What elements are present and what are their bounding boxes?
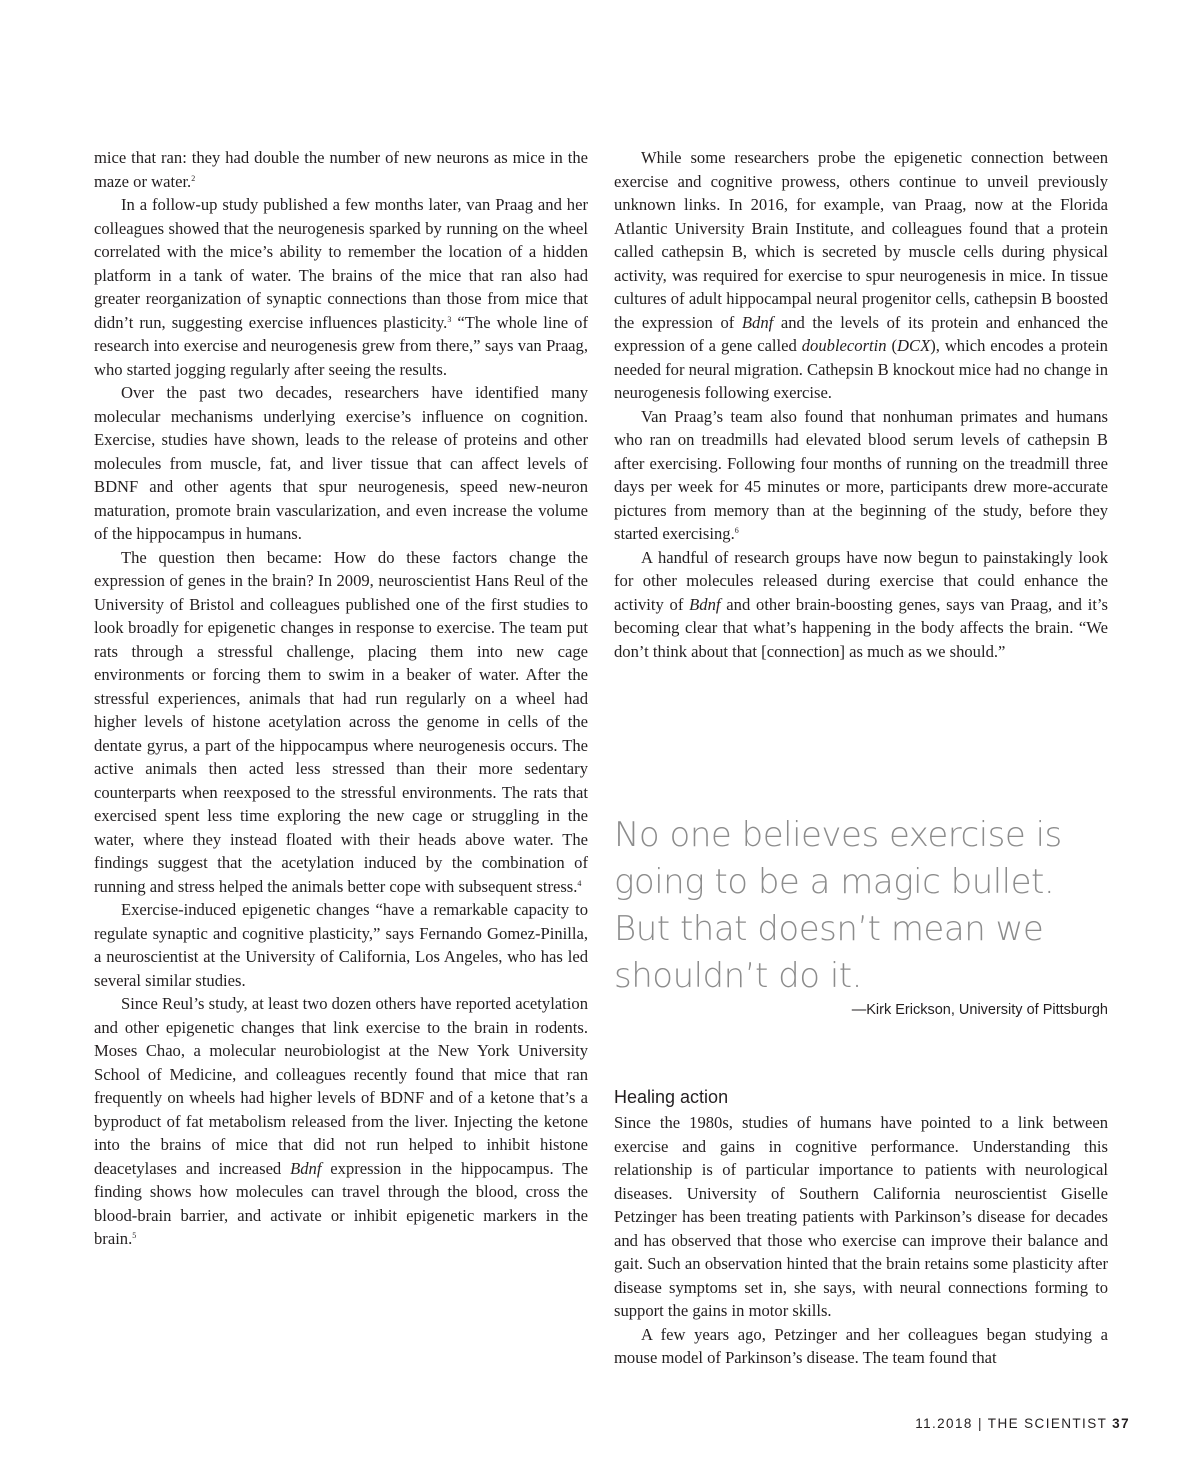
paragraph: Exercise-induced epigenetic changes “have a remarkable capacity to regulate synaptic and cognitive plasticity,” says Fernando Gomez-Pinilla, a neuroscientist at the University of California, Los Angeles, who has led several similar studies.	[94, 900, 588, 990]
right-column	[614, 146, 1108, 663]
gene-name: DCX	[897, 336, 931, 355]
issue-date: 11.2018	[915, 1416, 973, 1431]
paragraph: mice that ran: they had double the number of new neurons as mice in the maze or water.$^2$	[94, 148, 588, 191]
reference-marker: 6	[734, 526, 739, 535]
page-footer	[915, 1416, 1130, 1431]
page-number: 37	[1112, 1416, 1130, 1431]
gene-name: Bdnf	[290, 1158, 322, 1178]
gene-name: Bdnf	[741, 312, 774, 332]
footer-separator: |	[977, 1416, 983, 1431]
pull-quote-text: No one believes exercise is going to be a magic bullet. But that doesn’t mean we shouldn’t do it.	[614, 815, 1062, 996]
gene-name: Bdnf	[689, 594, 721, 614]
paragraph: A handful of research groups have now begun to painstakingly look for other molecules released during exercise that could enhance the activity of Bdnf and other brain-boosting genes, says van Praag, and it’s becoming clear that what’s happening in the body affects the brain. “We don’t think about that [connection] as much as we should.”	[614, 547, 1108, 661]
gene-name: doublecortin	[801, 336, 887, 355]
paragraph: Since the 1980s, studies of humans have pointed to a link between exercise and gains in cognitive performance. Understanding this relationship is of particular importance to patients with neurological diseases. University of Southern California neuroscientist Giselle Petzinger has been treating patients with Parkinson’s disease for decades and has observed that those who exercise can improve their balance and gait. Such an observation hinted that the brain retains some plasticity after disease symptoms set in, she says, with neural connections forming to support the gains in motor skills.	[614, 1113, 1108, 1320]
reference-marker: 2	[191, 173, 196, 183]
reference-marker: 5	[132, 1231, 137, 1240]
healing-action-section	[614, 1086, 1108, 1370]
section-heading: Healing action	[614, 1087, 729, 1107]
reference-marker: 3	[447, 314, 452, 324]
paragraph: A few years ago, Petzinger and her colleagues began studying a mouse model of Parkinson’s disease. The team found that	[614, 1324, 1108, 1367]
paragraph: While some researchers probe the epigenetic connection between exercise and cognitive prowess, others continue to unveil previously unknown links. In 2016, for example, van Praag, now at the Florida Atlantic University Brain Institute, and colleagues found that a protein called cathepsin B, which is secreted by muscle cells during physical activity, was required for exercise to spur neurogenesis in mice. In tissue cultures of adult hippocampal neural progenitor cells, cathepsin B boosted the expression of Bdnf and the levels of its protein and enhanced the expression of a gene called doublecortin (DCX), which encodes a protein needed for neural migration. Cathepsin B knockout mice had no change in neurogenesis following exercise.	[614, 148, 1109, 402]
paragraph: Since Reul’s study, at least two dozen others have reported acetylation and other epigenetic changes that link exercise to the brain in rodents. Moses Chao, a molecular neurobiologist at the New York University School of Medicine, and colleagues recently found that mice that ran frequently on wheels had higher levels of BDNF and of a ketone that’s a byproduct of fat metabolism released from the liver. Injecting the ketone into the brains of mice that did not run helped to inhibit histone deacetylases and increased Bdnf expression in the hippocampus. The finding shows how molecules can travel through the blood, cross the blood-brain barrier, and activate or inhibit epigenetic markers in the brain.$^5$	[94, 994, 588, 1248]
paragraph: The question then became: How do these factors change the expression of genes in the brain? In 2009, neuroscientist Hans Reul of the University of Bristol and colleagues published one of the first studies to look broadly for epigenetic changes in response to exercise. The team put rats through a stressful challenge, placing them into new cage environments or forcing them to swim in a beaker of water. After the stressful experiences, animals that had run regularly on a wheel had higher levels of histone acetylation across the genome in cells of the dentate gyrus, a part of the hippocampus where neurogenesis occurs. The active animals then acted less stressed than their more sedentary counterparts when reexposed to the stressful environments. The rats that exercised spent less time exploring the new cage or struggling in the water, where they instead floated with their heads above water. The findings suggest that the acetylation induced by the combination of running and stress helped the animals better cope with subsequent stress.$^4$	[94, 547, 588, 896]
magazine-name: THE SCIENTIST	[987, 1416, 1108, 1431]
reference-marker: 4	[577, 878, 582, 888]
paragraph: Over the past two decades, researchers have identified many molecular mechanisms underlying exercise’s influence on cognition. Exercise, studies have shown, leads to the release of proteins and other molecules from muscle, fat, and liver tissue that can affect levels of BDNF and other agents that spur neurogenesis, speed new-neuron maturation, promote brain vascularization, and even increase the volume of the hippocampus in humans.	[94, 383, 588, 543]
paragraph: Van Praag’s team also found that nonhuman primates and humans who ran on treadmills had elevated blood serum levels of cathepsin B after exercising. Following four months of running on the treadmill three days per week for 45 minutes or more, participants drew more-accurate pictures from memory than at the beginning of the study, before they started exercising.$^6$	[614, 406, 1108, 543]
pull-quote	[614, 812, 1114, 1018]
left-column	[94, 146, 588, 1251]
paragraph: In a follow-up study published a few months later, van Praag and her colleagues showed that the neurogenesis sparked by running on the wheel correlated with the mice’s ability to remember the location of a hidden platform in a tank of water. The brains of the mice that ran also had greater reorganization of synaptic connections than those from mice that didn’t run, suggesting exercise influences plasticity.$^3$ “The whole line of research into exercise and neurogenesis grew from there,” says van Praag, who started jogging regularly after seeing the results.	[94, 195, 589, 379]
pull-quote-attribution: —Kirk Erickson, University of Pittsburgh	[851, 1002, 1108, 1018]
